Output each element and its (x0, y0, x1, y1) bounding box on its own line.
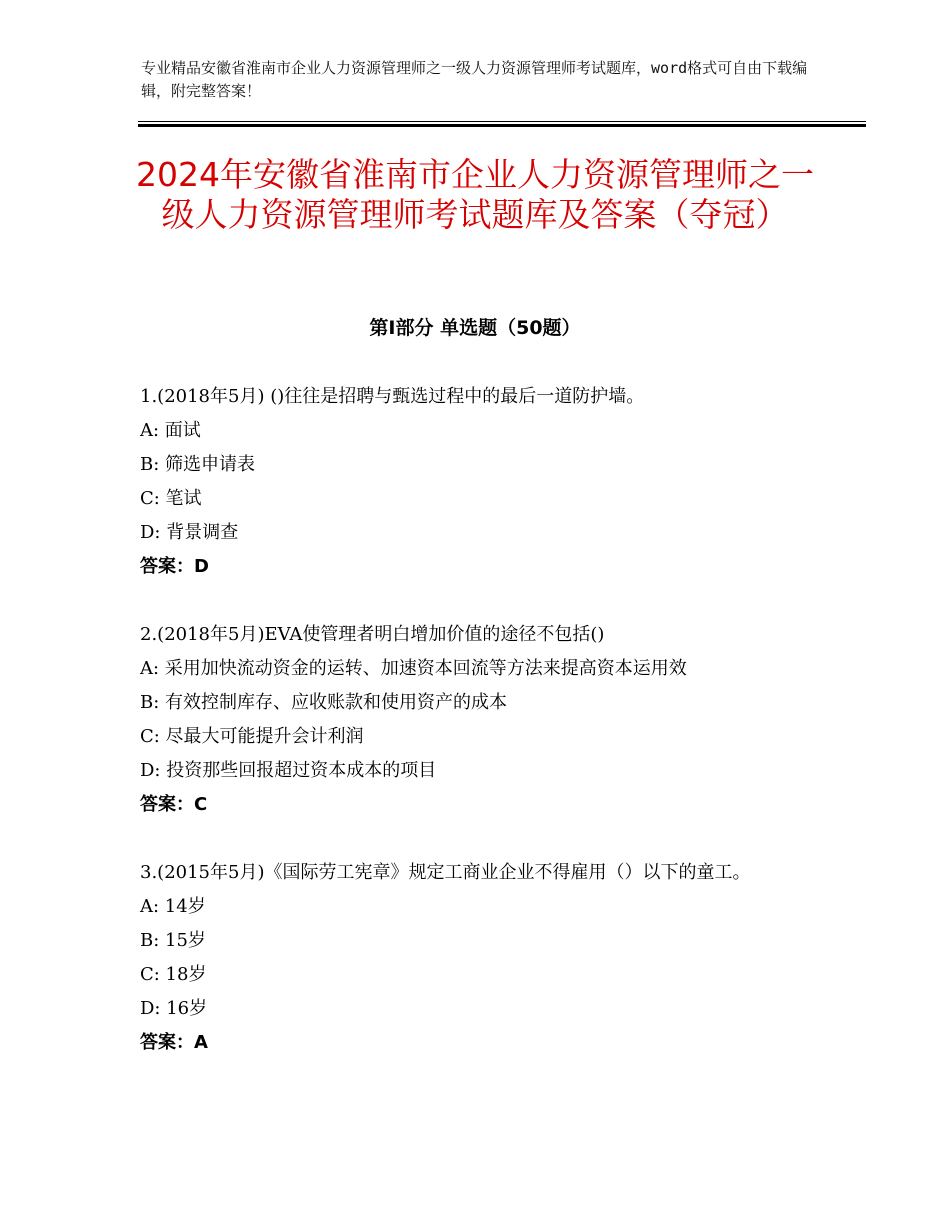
question-stem: 2.(2018年5月)EVA使管理者明白增加价值的途径不包括() (140, 624, 605, 645)
header-note: 专业精品安徽省淮南市企业人力资源管理师之一级人力资源管理师考试题库，word格式可自由下载编辑，附完整答案！ (141, 59, 808, 100)
option-a: A: 采用加快流动资金的运转、加速资本回流等方法来提高资本运用效 (140, 658, 687, 679)
question-stem: 1.(2018年5月) ()往往是招聘与甄选过程中的最后一道防护墙。 (140, 386, 645, 407)
question-1 (140, 380, 820, 584)
header-divider-thick (138, 124, 866, 127)
option-a: A: 14岁 (140, 896, 206, 917)
option-a: A: 面试 (140, 420, 201, 441)
answer: 答案：C (140, 794, 208, 815)
question-list (140, 380, 820, 1060)
section-heading: 第I部分 单选题（50题） (369, 317, 581, 339)
option-d: D: 背景调查 (140, 522, 239, 543)
header-divider-thin (138, 121, 866, 122)
option-d: D: 16岁 (140, 998, 208, 1019)
question-stem: 3.(2015年5月)《国际劳工宪章》规定工商业企业不得雇用（）以下的童工。 (140, 862, 751, 883)
option-b: B: 有效控制库存、应收账款和使用资产的成本 (140, 692, 508, 713)
answer: 答案：D (140, 556, 209, 577)
option-c: C: 笔试 (140, 488, 202, 509)
question-2 (140, 618, 820, 822)
option-d: D: 投资那些回报超过资本成本的项目 (140, 760, 437, 781)
spacer (140, 822, 820, 856)
option-b: B: 15岁 (140, 930, 206, 951)
option-c: C: 18岁 (140, 964, 207, 985)
document-title: 2024年安徽省淮南市企业人力资源管理师之一级人力资源管理师考试题库及答案（夺冠） (136, 155, 814, 234)
option-b: B: 筛选申请表 (140, 454, 256, 475)
spacer (140, 584, 820, 618)
option-c: C: 尽最大可能提升会计利润 (140, 726, 364, 747)
answer: 答案：A (140, 1032, 208, 1053)
question-3 (140, 856, 820, 1060)
